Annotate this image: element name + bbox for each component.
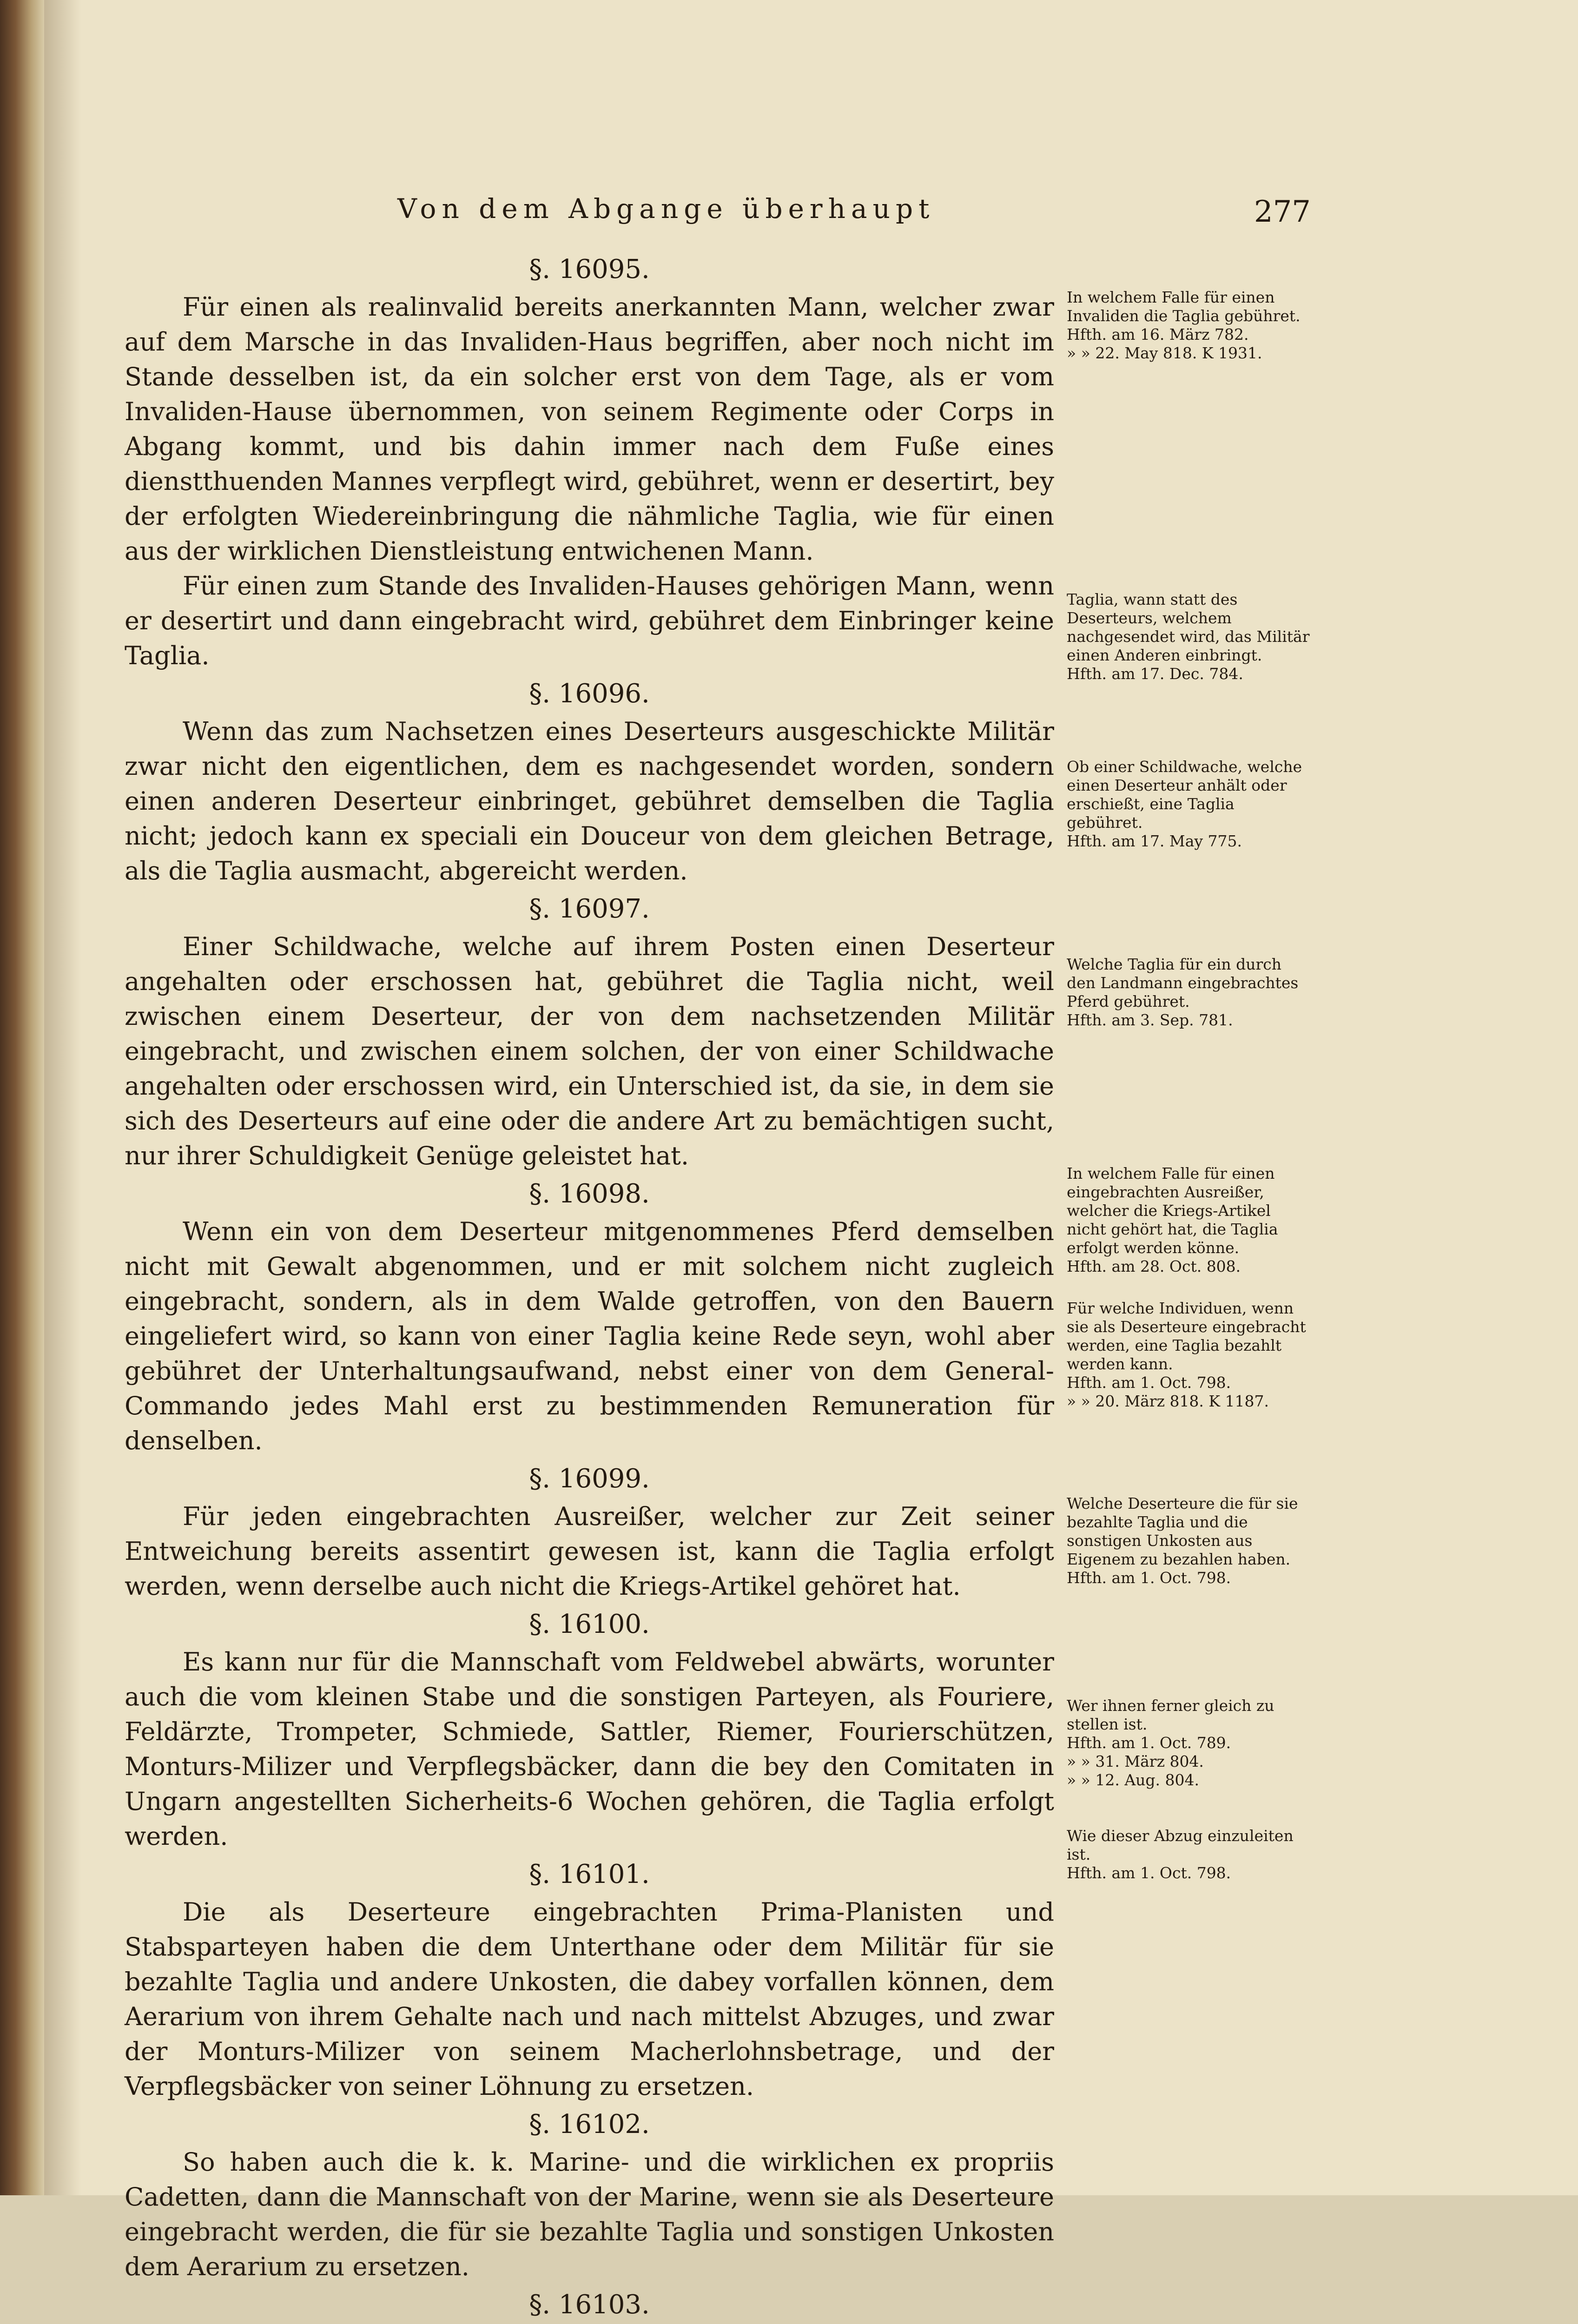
margin-note-ref: Hfth. am 1. Oct. 798. (1067, 1864, 1231, 1882)
margin-note-ref: Hfth. am 16. März 782. (1067, 325, 1249, 343)
running-title: Von dem Abgange überhaupt (397, 193, 935, 224)
paragraph: Wenn das zum Nachsetzen eines Deserteurs ausgeschickte Militär zwar nicht den eigentlichen, dem es nachgesendet worden, sondern einen anderen Deserteur einbringet, gebühret demselben die Taglia nicht; jedoch kann ex speciali ein Douceur von dem gleichen Betrage, als die Taglia ausmacht, abgereicht werden. (125, 717, 1054, 885)
margin-note-text: Wer ihnen ferner gleich zu stellen ist. (1067, 1697, 1274, 1733)
margin-note-ref: Hfth. am 28. Oct. 808. (1067, 1257, 1241, 1275)
paragraph: Für einen als realinvalid bereits anerkannten Mann, welcher zwar auf dem Marsche in das Invaliden-Haus begriffen, aber noch nicht im Stande desselben ist, da ein solcher erst von dem Tage, als er vom Invaliden-Hause übernommen, von seinem Regimente oder Corps in Abgang kommt, und bis dahin immer nach dem Fuße eines dienstthuenden Mannes verpflegt wird, gebühret, wenn er desertirt, bey der erfolgten Wiedereinbringung die nähmliche Taglia, wie für einen aus der wirklichen Dienstleistung entwichenen Mann. (125, 292, 1054, 566)
margin-note-text: In welchem Falle für einen Invaliden die Taglia gebühret. (1067, 288, 1301, 325)
margin-note-text: Ob einer Schildwache, welche einen Deserteur anhält oder erschießt, eine Taglia gebühret. (1067, 758, 1302, 832)
margin-note (1067, 758, 1313, 851)
margin-note (1067, 1299, 1313, 1411)
paragraph: Die als Deserteure eingebrachten Prima-Planisten und Stabsparteyen haben die dem Unterthane oder dem Militär für sie bezahlte Taglia und andere Unkosten, die dabey vorfallen können, dem Aerarium von ihrem Gehalte nach und nach mittelst Abzuges, und zwar der Monturs-Milizer von seinem Macherlohnsbetrage, und der Verpflegsbäcker von seiner Löhnung zu ersetzen. (125, 1897, 1054, 2101)
margin-note (1067, 955, 1313, 1030)
margin-note-text: Taglia, wann statt des Deserteurs, welchem nachgesendet wird, das Militär einen Anderen einbringt. (1067, 590, 1310, 664)
margin-note (1067, 1164, 1313, 1276)
paragraph: Für einen zum Stande des Invaliden-Hauses gehörigen Mann, wenn er desertirt und dann eingebracht wird, gebühret dem Einbringer keine Taglia. (125, 571, 1054, 670)
margin-note-ref: Hfth. am 1. Oct. 789. (1067, 1734, 1231, 1752)
section-number: §. 16100. (529, 1609, 650, 1639)
paragraph: Es kann nur für die Mannschaft vom Feldwebel abwärts, worunter auch die vom kleinen Stabe und die sonstigen Parteyen, als Fouriere, Feldärzte, Trompeter, Schmiede, Sattler, Riemer, Fourierschützen, Monturs-Milizer und Verpflegsbäcker, dann die bey den Comitaten in Ungarn angestellten Sicherheits-6 Wochen gehören, die Taglia erfolgt werden. (125, 1647, 1054, 1851)
section-number: §. 16102. (529, 2109, 650, 2139)
section-number: §. 16097. (529, 894, 650, 924)
margin-note (1067, 288, 1313, 363)
margin-note (1067, 590, 1313, 683)
section-number: §. 16099. (529, 1464, 650, 1494)
section-number: §. 16095. (529, 254, 650, 284)
margin-note-ref: » » 12. Aug. 804. (1067, 1771, 1199, 1789)
paragraph: Für jeden eingebrachten Ausreißer, welcher zur Zeit seiner Entweichung bereits assentirt gewesen ist, kann die Taglia erfolgt werden, wenn derselbe auch nicht die Kriegs-Artikel gehöret hat. (125, 1502, 1054, 1601)
margin-note-ref: Hfth. am 1. Oct. 798. (1067, 1569, 1231, 1587)
margin-note-text: Wie dieser Abzug einzuleiten ist. (1067, 1827, 1294, 1863)
margin-note (1067, 1697, 1313, 1789)
margin-note-ref: Hfth. am 17. Dec. 784. (1067, 665, 1243, 683)
paragraph: So haben auch die k. k. Marine- und die wirklichen ex propriis Cadetten, dann die Mannschaft von der Marine, wenn sie als Deserteure eingebracht werden, die für sie bezahlte Taglia und sonstigen Unkosten dem Aerarium zu ersetzen. (125, 2147, 1054, 2281)
margin-note-text: Für welche Individuen, wenn sie als Deserteure eingebracht werden, eine Taglia bezahlt werden kann. (1067, 1299, 1306, 1373)
margin-note (1067, 1494, 1313, 1587)
paragraph: Wenn ein von dem Deserteur mitgenommenes Pferd demselben nicht mit Gewalt abgenommen, und er mit solchem nicht zugleich eingebracht, sondern, als in dem Walde getroffen, von den Bauern eingeliefert wird, so kann von einer Taglia keine Rede seyn, wohl aber gebühret der Unterhaltungsaufwand, nebst einer von dem General-Commando jedes Mahl erst zu bestimmenden Remuneration für denselben. (125, 1217, 1054, 1455)
margin-note-ref: Hfth. am 17. May 775. (1067, 832, 1242, 850)
margin-note-text: Welche Deserteure die für sie bezahlte Taglia und die sonstigen Unkosten aus Eigenem zu bezahlen haben. (1067, 1494, 1298, 1568)
section-number: §. 16096. (529, 679, 650, 709)
paragraph: Einer Schildwache, welche auf ihrem Posten einen Deserteur angehalten oder erschossen hat, gebühret die Taglia nicht, weil zwischen einem Deserteur, der von dem nachsetzenden Militär eingebracht, und zwischen einem solchen, der von einer Schildwache angehalten oder erschossen wird, ein Unterschied ist, da sie, in dem sie sich des Deserteurs auf eine oder die andere Art zu bemächtigen sucht, nur ihrer Schuldigkeit Genüge geleistet hat. (125, 932, 1054, 1170)
margin-note-ref: » » 20. März 818. K 1187. (1067, 1392, 1269, 1410)
gutter-shadow (44, 0, 81, 2195)
margin-note-ref: » » 22. May 818. K 1931. (1067, 344, 1262, 362)
section-number: §. 16101. (529, 1859, 650, 1889)
margin-note-text: Welche Taglia für ein durch den Landmann eingebrachtes Pferd gebühret. (1067, 955, 1299, 1010)
book-binding (0, 0, 44, 2195)
margin-note-ref: Hfth. am 3. Sep. 781. (1067, 1011, 1233, 1029)
page-number: 277 (1254, 195, 1311, 229)
margin-note-text: In welchem Falle für einen eingebrachten Ausreißer, welcher die Kriegs-Artikel nicht gehört hat, die Taglia erfolgt werden könne. (1067, 1164, 1278, 1257)
section-number: §. 16103. (529, 2290, 650, 2320)
section-number: §. 16098. (529, 1179, 650, 1209)
main-text (125, 249, 1054, 2324)
margin-note-ref: » » 31. März 804. (1067, 1752, 1204, 1770)
page-header (121, 193, 1311, 235)
margin-note (1067, 1827, 1313, 1882)
margin-note-ref: Hfth. am 1. Oct. 798. (1067, 1373, 1231, 1392)
